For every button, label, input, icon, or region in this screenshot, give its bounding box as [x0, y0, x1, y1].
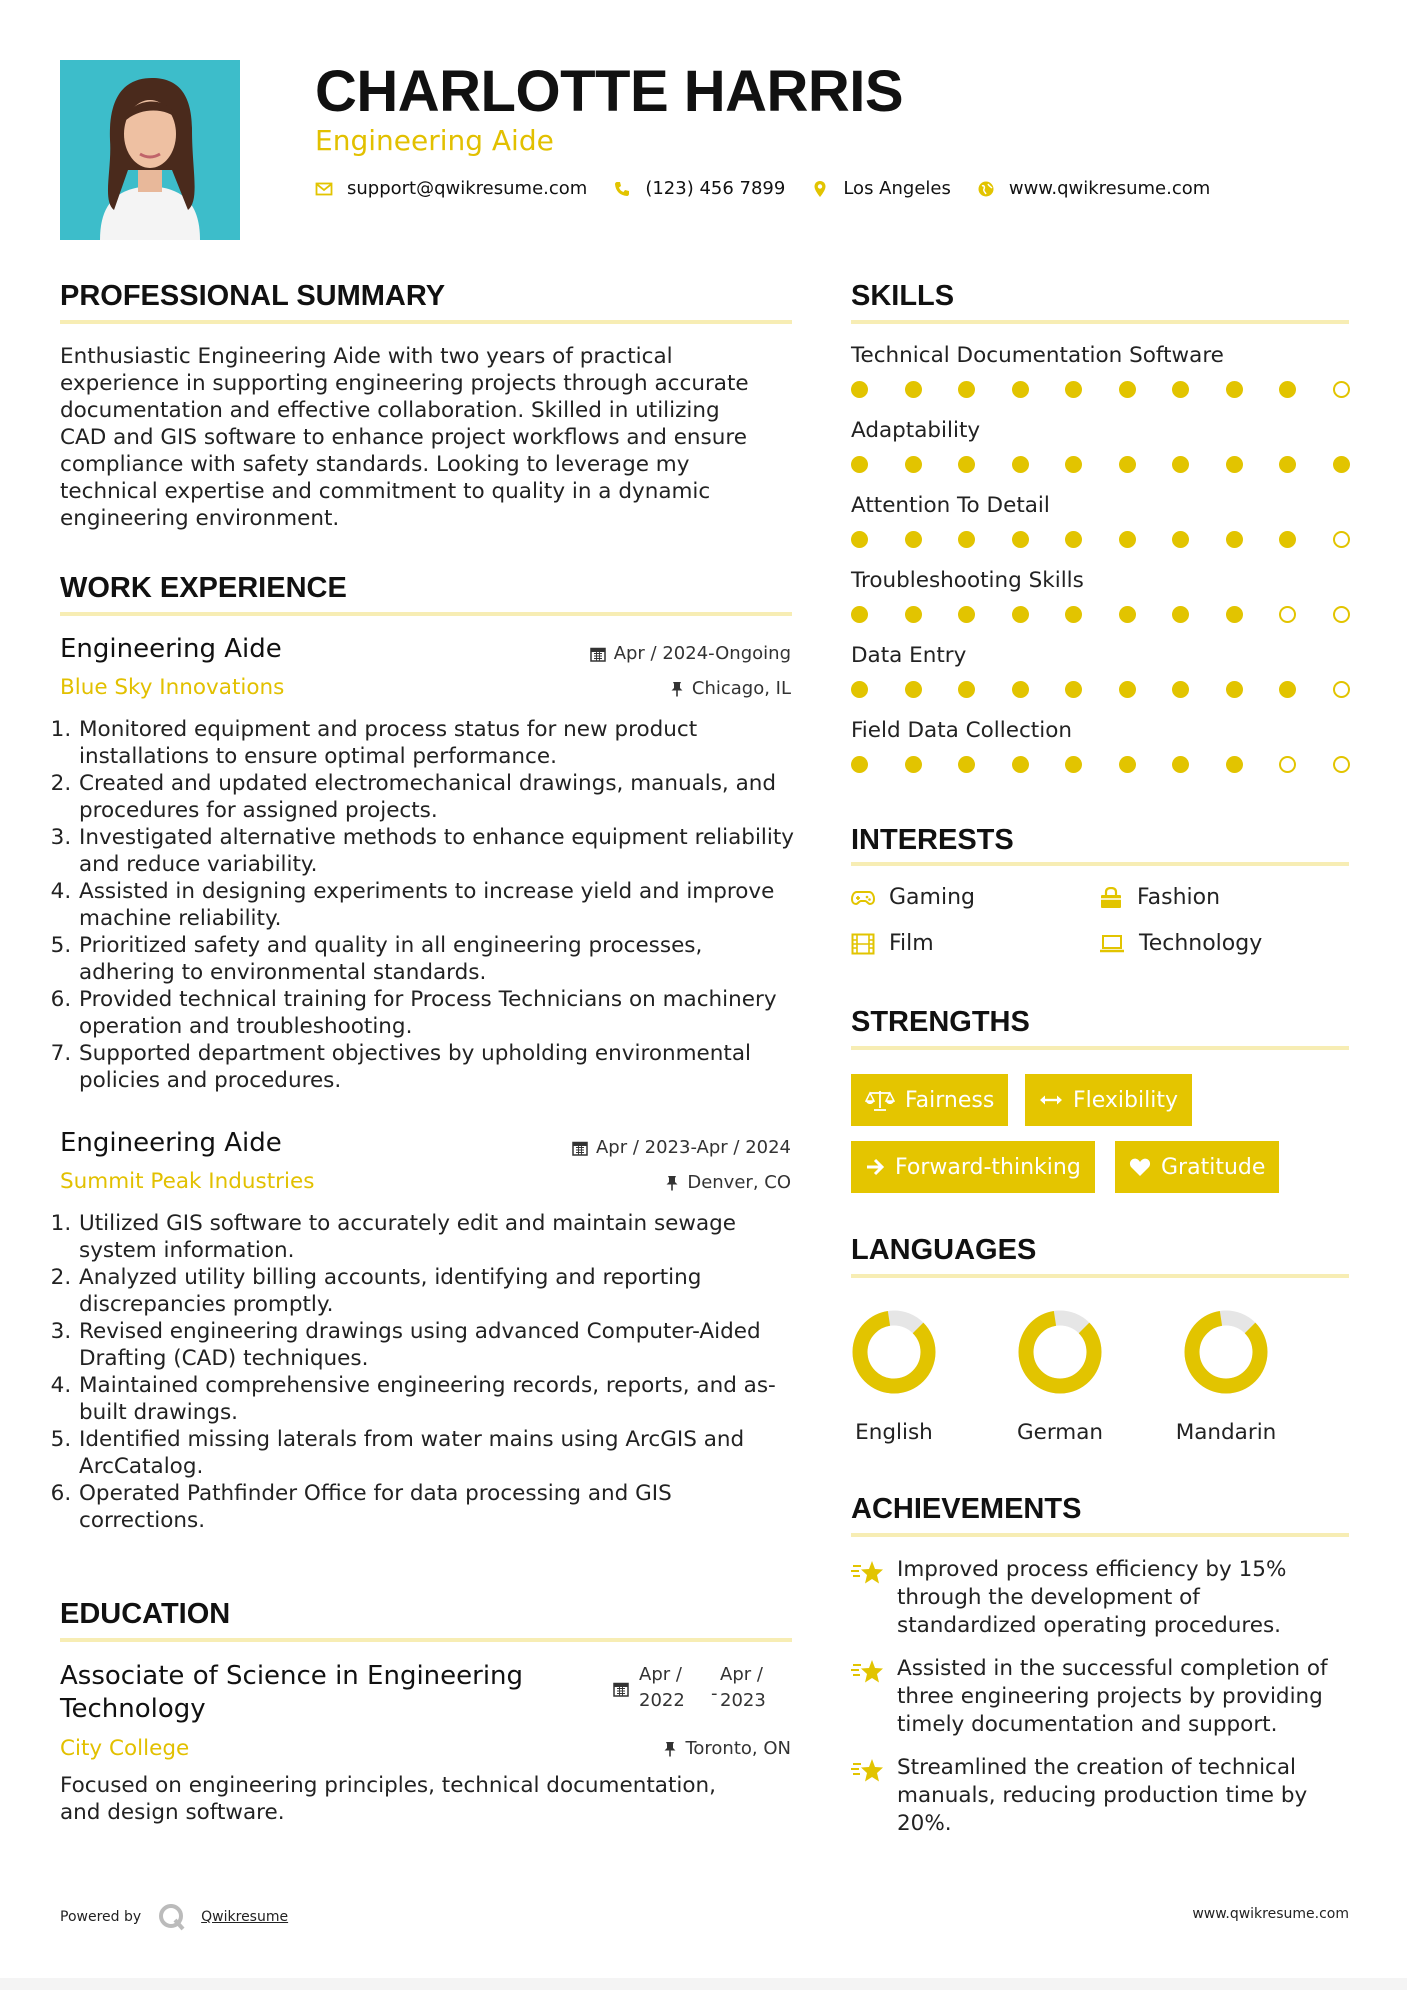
rating-dot-filled: [1119, 531, 1136, 548]
footer-url[interactable]: www.qwikresume.com: [1192, 1906, 1349, 1922]
interest-item: Film: [851, 931, 934, 956]
list-item: 2. Analyzed utility billing accounts, identifying and reporting discrepancies promptly.: [78, 1264, 800, 1318]
rating-dot-empty: [1333, 381, 1350, 398]
list-item: 3. Revised engineering drawings using advanced Computer-Aided Drafting (CAD) techniques.: [78, 1318, 800, 1372]
job-location: Denver, CO: [665, 1172, 791, 1193]
skill-name: Troubleshooting Skills: [851, 568, 1084, 593]
list-item: 6. Provided technical training for Process Technicians on machinery operation and troubleshooting.: [78, 986, 800, 1040]
contact-location: Los Angeles: [843, 178, 951, 199]
language-proficiency-ring: [839, 1310, 949, 1394]
qwikresume-logo-icon: [157, 1902, 187, 1932]
contact-phone[interactable]: (123) 456 7899: [645, 178, 786, 199]
rating-dot-filled: [1226, 681, 1243, 698]
rating-dot-filled: [1172, 381, 1189, 398]
language-name: Mandarin: [1175, 1420, 1277, 1445]
rating-dot-filled: [1172, 531, 1189, 548]
rating-dot-filled: [1279, 531, 1296, 548]
rating-dot-filled: [1226, 456, 1243, 473]
list-item: 5. Prioritized safety and quality in all engineering processes, adhering to environmental standards.: [78, 932, 800, 986]
list-item: 2. Created and updated electromechanical drawings, manuals, and procedures for assigned projects.: [78, 770, 800, 824]
interests-heading: INTERESTS: [851, 824, 1014, 856]
skill-rating: [851, 681, 1350, 698]
rating-dot-filled: [1172, 681, 1189, 698]
rating-dot-filled: [1119, 681, 1136, 698]
pushpin-icon: [665, 1175, 679, 1191]
achievement-item: [851, 1754, 1349, 1838]
job-dates: Apr / 2024-Ongoing: [590, 643, 791, 664]
language-item: [1005, 1310, 1115, 1445]
school-name: City College: [60, 1736, 190, 1761]
pushpin-icon: [670, 681, 684, 697]
rating-dot-filled: [1226, 756, 1243, 773]
rating-dot-filled: [1172, 756, 1189, 773]
education-heading: EDUCATION: [60, 1598, 231, 1630]
bag-icon: [1099, 887, 1123, 909]
candidate-name: CHARLOTTE HARRIS: [315, 59, 904, 124]
skill-rating: [851, 381, 1350, 398]
heart-icon: [1129, 1157, 1151, 1177]
job-duties-list: [60, 1210, 800, 1534]
language-proficiency-ring: [1171, 1310, 1281, 1394]
experience-divider: [60, 612, 792, 616]
rating-dot-filled: [1226, 606, 1243, 623]
powered-by-text: Powered by: [60, 1909, 142, 1925]
rating-dot-filled: [905, 381, 922, 398]
rating-dot-filled: [958, 381, 975, 398]
candidate-role: Engineering Aide: [315, 124, 554, 157]
map-pin-icon: [811, 180, 829, 198]
achievement-item: [851, 1556, 1349, 1640]
skill-rating: [851, 606, 1350, 623]
languages-heading: LANGUAGES: [851, 1234, 1037, 1266]
strengths-heading: STRENGTHS: [851, 1006, 1030, 1038]
language-item: [839, 1310, 949, 1445]
strengths-divider: [851, 1046, 1349, 1050]
job-location: Chicago, IL: [670, 678, 791, 699]
star-icon: [851, 1758, 885, 1784]
rating-dot-filled: [958, 681, 975, 698]
rating-dot-filled: [1333, 456, 1350, 473]
rating-dot-empty: [1333, 531, 1350, 548]
rating-dot-filled: [1279, 456, 1296, 473]
footer-powered-by: [60, 1902, 288, 1932]
achievement-text: Streamlined the creation of technical manuals, reducing production time by 20%.: [897, 1755, 1308, 1836]
rating-dot-filled: [851, 381, 868, 398]
rating-dot-filled: [851, 456, 868, 473]
scale-icon: [865, 1089, 895, 1111]
education-start-date: Apr / 2022: [639, 1664, 685, 1711]
job-duties-list: [60, 716, 800, 1094]
job-company: Blue Sky Innovations: [60, 675, 285, 700]
language-name: German: [1016, 1420, 1104, 1445]
education-end-date: Apr / 2023: [720, 1664, 766, 1711]
job-title: Engineering Aide: [60, 1128, 282, 1158]
rating-dot-filled: [958, 606, 975, 623]
rating-dot-filled: [1279, 681, 1296, 698]
achievements-heading: ACHIEVEMENTS: [851, 1493, 1082, 1525]
rating-dot-filled: [1012, 456, 1029, 473]
rating-dot-filled: [905, 531, 922, 548]
laptop-icon: [1099, 934, 1125, 954]
rating-dot-filled: [1065, 756, 1082, 773]
rating-dot-filled: [905, 606, 922, 623]
skill-rating: [851, 756, 1350, 773]
summary-text: Enthusiastic Engineering Aide with two years of practical experience in supporting engineering projects through accurate documentation and effective collaboration. Skilled in utilizing CAD and GIS software to enhance project workflows and ensure compliance with safety standards. Looking to leverage my technical expertise and commitment to quality in a dynamic engineering environment.: [60, 344, 749, 531]
job-title: Engineering Aide: [60, 634, 282, 664]
achievement-text: Assisted in the successful completion of three engineering projects by providing timely documentation and support.: [897, 1656, 1328, 1737]
envelope-icon: [315, 180, 333, 198]
skill-name: Technical Documentation Software: [851, 343, 1224, 368]
rating-dot-empty: [1279, 756, 1296, 773]
rating-dot-filled: [1012, 756, 1029, 773]
rating-dot-filled: [851, 756, 868, 773]
rating-dot-filled: [958, 531, 975, 548]
achievements-divider: [851, 1533, 1349, 1537]
rating-dot-filled: [1012, 531, 1029, 548]
list-item: 3. Investigated alternative methods to enhance equipment reliability and reduce variability.: [78, 824, 800, 878]
skill-name: Field Data Collection: [851, 718, 1072, 743]
bottom-bar: [0, 1978, 1407, 1990]
rating-dot-filled: [1065, 606, 1082, 623]
language-item: [1171, 1310, 1281, 1445]
calendar-icon: [590, 646, 606, 662]
summary-heading: PROFESSIONAL SUMMARY: [60, 280, 446, 312]
rating-dot-filled: [905, 681, 922, 698]
interest-item: Technology: [1099, 931, 1262, 956]
contact-email[interactable]: support@qwikresume.com: [347, 178, 588, 199]
rating-dot-filled: [1119, 756, 1136, 773]
languages-divider: [851, 1274, 1349, 1278]
phone-icon: [613, 180, 631, 198]
contact-website[interactable]: www.qwikresume.com: [1008, 178, 1211, 199]
rating-dot-filled: [1065, 531, 1082, 548]
rating-dot-filled: [1172, 456, 1189, 473]
arrow-right-icon: [865, 1158, 885, 1176]
rating-dot-filled: [905, 756, 922, 773]
experience-heading: WORK EXPERIENCE: [60, 572, 347, 604]
list-item: 4. Maintained comprehensive engineering records, reports, and as-built drawings.: [78, 1372, 800, 1426]
degree-title: Associate of Science in Engineering Technology: [60, 1661, 524, 1724]
language-proficiency-ring: [1005, 1310, 1115, 1394]
rating-dot-filled: [1119, 456, 1136, 473]
calendar-icon: [572, 1140, 588, 1156]
education-location: Toronto, ON: [663, 1738, 791, 1759]
strength-badge: Gratitude: [1115, 1141, 1279, 1193]
rating-dot-filled: [1119, 606, 1136, 623]
interest-item: Gaming: [851, 885, 975, 910]
strength-badge: Fairness: [851, 1074, 1008, 1126]
pushpin-icon: [663, 1741, 677, 1757]
rating-dot-filled: [1172, 606, 1189, 623]
rating-dot-empty: [1333, 756, 1350, 773]
rating-dot-filled: [1065, 381, 1082, 398]
rating-dot-filled: [958, 756, 975, 773]
achievement-text: Improved process efficiency by 15% through the development of standardized operating procedures.: [897, 1557, 1287, 1638]
rating-dot-filled: [1065, 456, 1082, 473]
education-divider: [60, 1638, 792, 1642]
language-name: English: [855, 1420, 933, 1445]
skill-name: Attention To Detail: [851, 493, 1050, 518]
film-icon: [851, 933, 875, 955]
rating-dot-filled: [1226, 531, 1243, 548]
list-item: 6. Operated Pathfinder Office for data processing and GIS corrections.: [78, 1480, 800, 1534]
list-item: 1. Monitored equipment and process status for new product installations to ensure optimal performance.: [78, 716, 800, 770]
date-separator: -: [711, 1683, 718, 1704]
rating-dot-empty: [1279, 606, 1296, 623]
rating-dot-filled: [1012, 381, 1029, 398]
skill-name: Data Entry: [851, 643, 967, 668]
skills-divider: [851, 320, 1349, 324]
job-dates: Apr / 2023-Apr / 2024: [572, 1137, 791, 1158]
rating-dot-filled: [1119, 381, 1136, 398]
list-item: 5. Identified missing laterals from water mains using ArcGIS and ArcCatalog.: [78, 1426, 800, 1480]
list-item: 1. Utilized GIS software to accurately edit and maintain sewage system information.: [78, 1210, 800, 1264]
rating-dot-filled: [1012, 681, 1029, 698]
calendar-icon: [613, 1681, 629, 1697]
job-company: Summit Peak Industries: [60, 1169, 315, 1194]
skill-rating: [851, 456, 1350, 473]
rating-dot-filled: [1279, 381, 1296, 398]
star-icon: [851, 1560, 885, 1586]
strength-badge: Flexibility: [1025, 1074, 1192, 1126]
rating-dot-filled: [958, 456, 975, 473]
rating-dot-filled: [851, 606, 868, 623]
star-icon: [851, 1659, 885, 1685]
rating-dot-filled: [851, 531, 868, 548]
arrows-icon: [1039, 1093, 1063, 1107]
rating-dot-filled: [905, 456, 922, 473]
rating-dot-empty: [1333, 606, 1350, 623]
interests-divider: [851, 862, 1349, 866]
globe-icon: [977, 180, 995, 198]
gamepad-icon: [851, 890, 875, 906]
contact-bar: [315, 178, 1236, 199]
strength-badge: Forward-thinking: [851, 1141, 1095, 1193]
list-item: 4. Assisted in designing experiments to increase yield and improve machine reliability.: [78, 878, 800, 932]
education-description: Focused on engineering principles, technical documentation, and design software.: [60, 1773, 716, 1825]
rating-dot-empty: [1333, 681, 1350, 698]
achievement-item: [851, 1655, 1349, 1739]
rating-dot-filled: [851, 681, 868, 698]
interest-item: Fashion: [1099, 885, 1220, 910]
summary-divider: [60, 320, 792, 324]
list-item: 7. Supported department objectives by upholding environmental policies and procedures.: [78, 1040, 800, 1094]
profile-photo: [60, 60, 240, 240]
skill-name: Adaptability: [851, 418, 981, 443]
skill-rating: [851, 531, 1350, 548]
rating-dot-filled: [1065, 681, 1082, 698]
rating-dot-filled: [1226, 381, 1243, 398]
skills-heading: SKILLS: [851, 280, 955, 312]
rating-dot-filled: [1012, 606, 1029, 623]
qwikresume-link[interactable]: Qwikresume: [201, 1909, 289, 1925]
